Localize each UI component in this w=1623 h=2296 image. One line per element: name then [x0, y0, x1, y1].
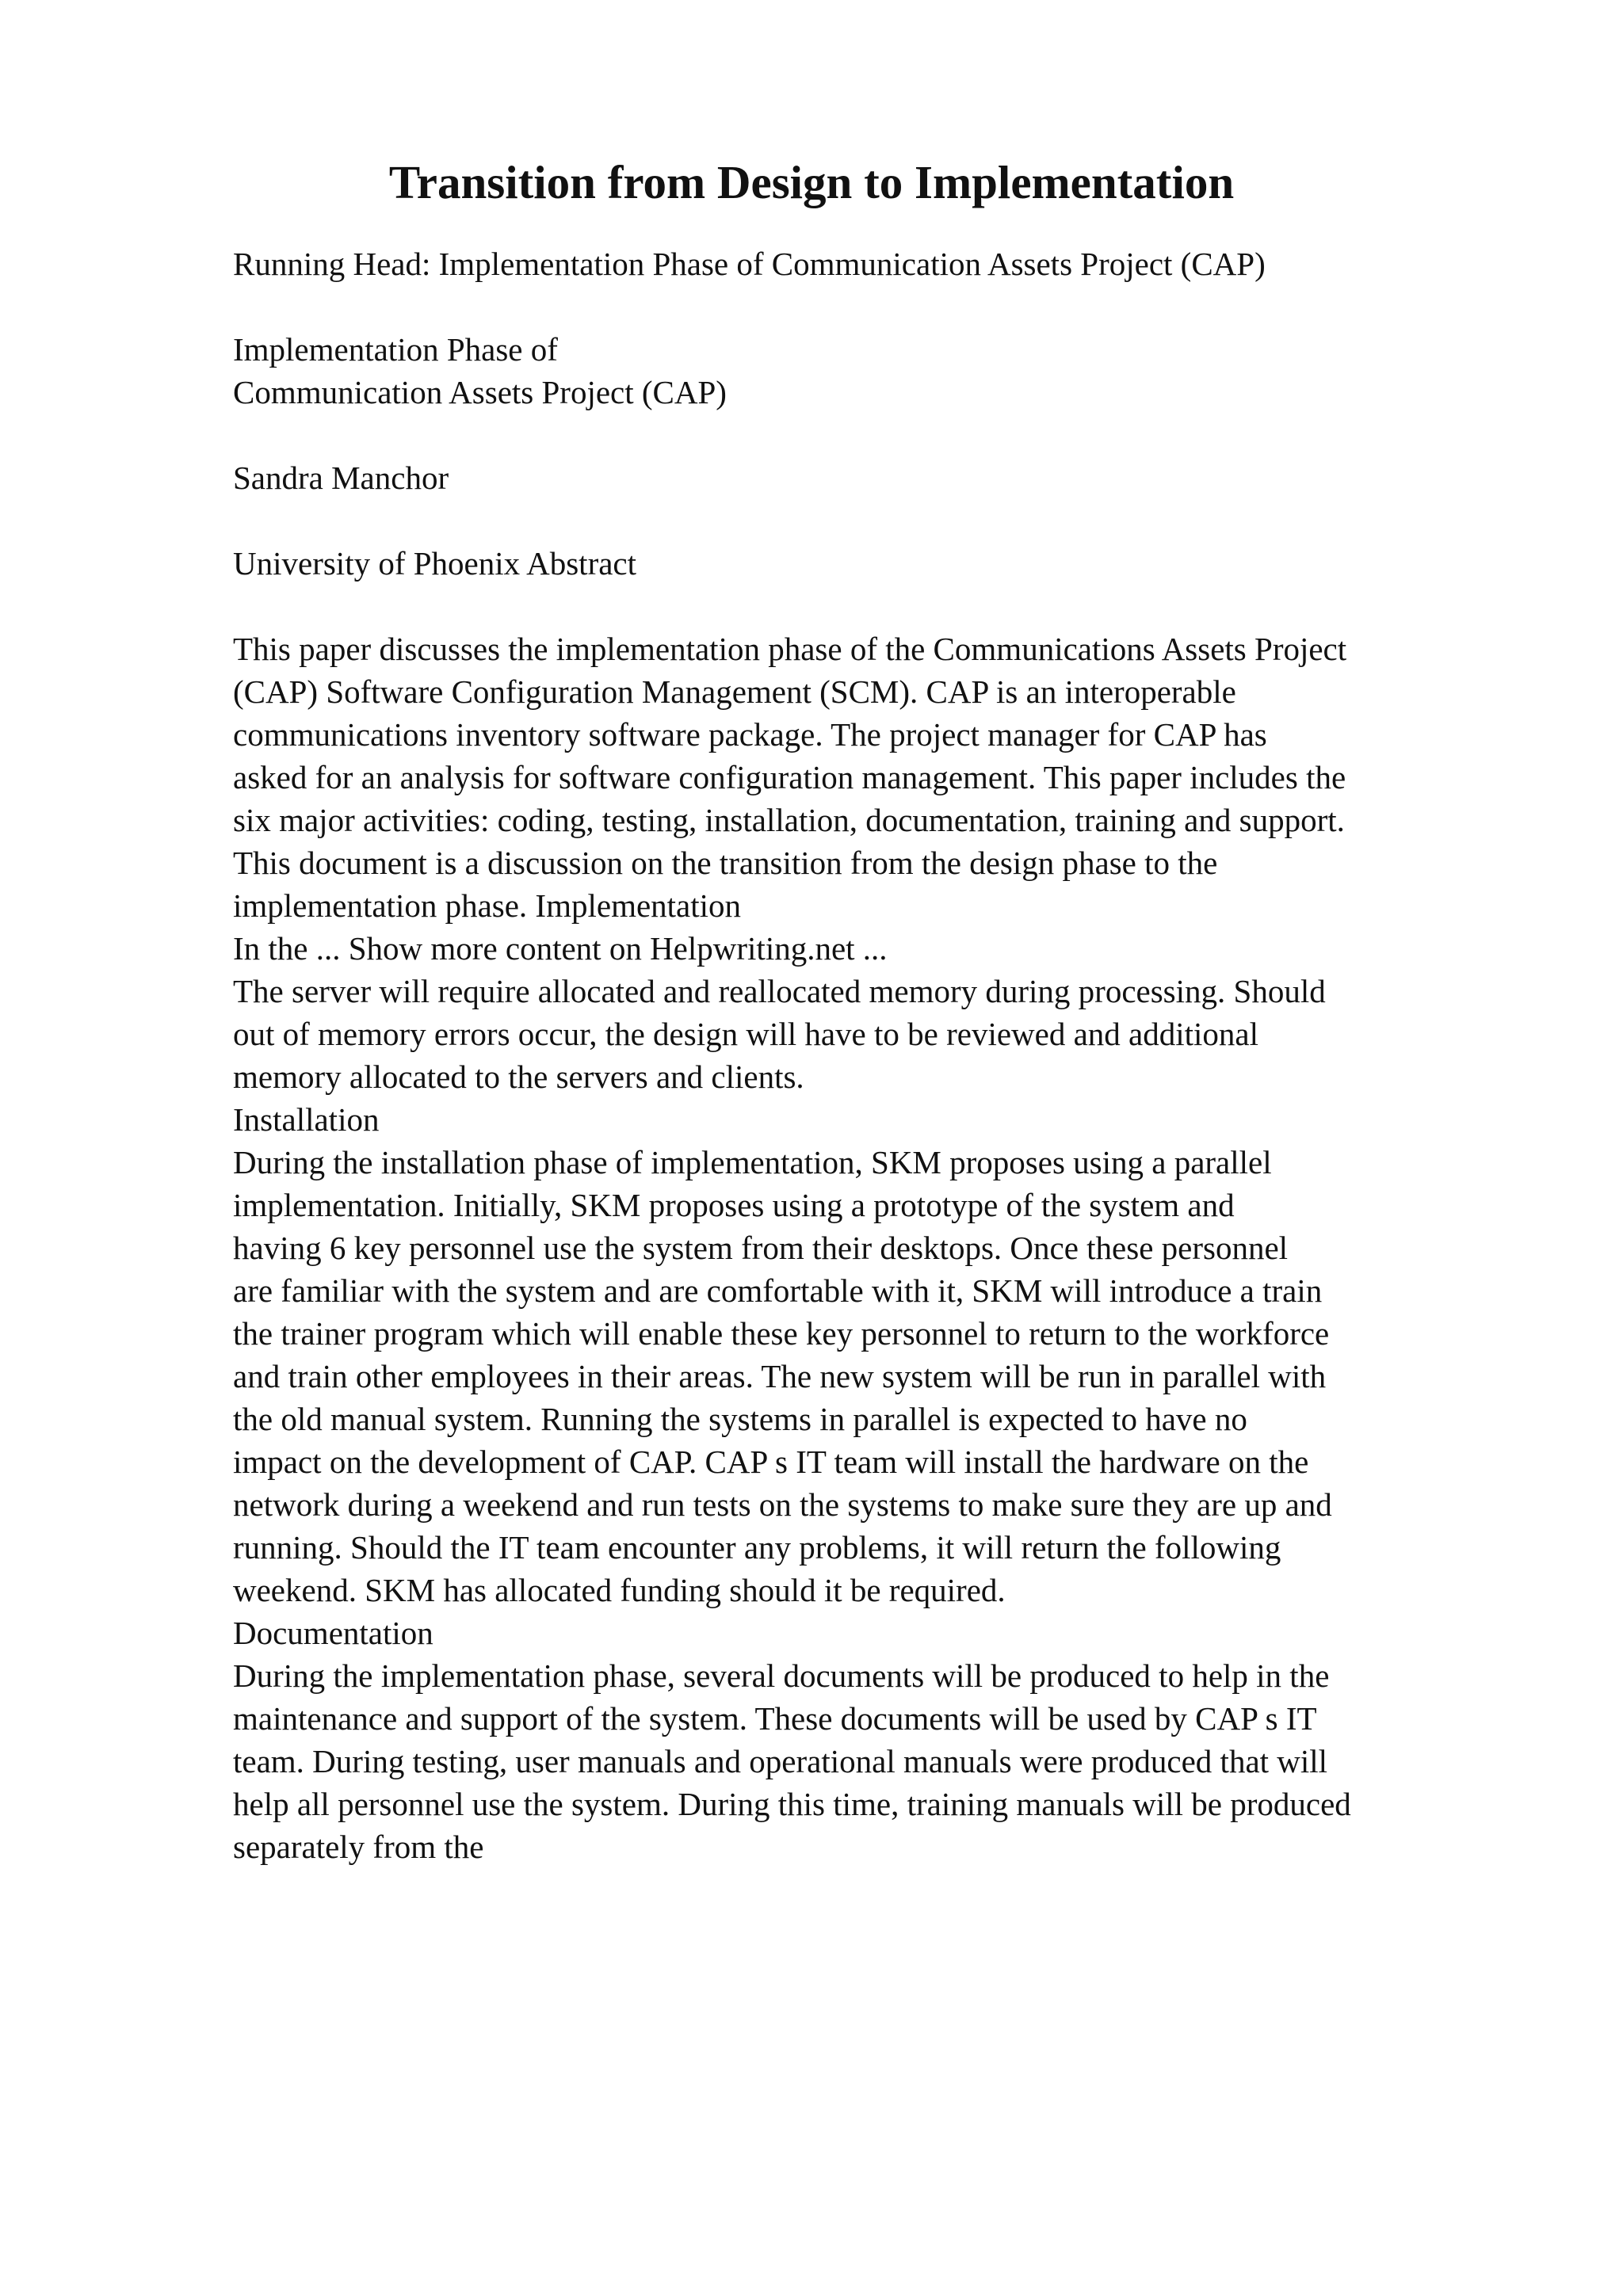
- text-line: memory allocated to the servers and clients.: [233, 1058, 804, 1095]
- text-line: Implementation Phase of: [233, 331, 558, 368]
- paragraph-gap: [233, 499, 1541, 542]
- text-line: out of memory errors occur, the design will have to be reviewed and additional: [233, 1016, 1259, 1052]
- paragraph-gap: [233, 285, 1541, 328]
- text-line: having 6 key personnel use the system from their desktops. Once these personnel: [233, 1230, 1289, 1266]
- text-line: asked for an analysis for software configuration management. This paper includes the: [233, 759, 1346, 795]
- text-line: The server will require allocated and reallocated memory during processing. Should: [233, 973, 1326, 1009]
- text-line: During the installation phase of implementation, SKM proposes using a parallel: [233, 1144, 1272, 1180]
- text-line: implementation. Initially, SKM proposes using a prototype of the system and: [233, 1187, 1235, 1223]
- text-line: team. During testing, user manuals and operational manuals were produced that will: [233, 1743, 1328, 1779]
- document-title: Transition from Design to Implementation: [388, 156, 1235, 208]
- text-line: maintenance and support of the system. These documents will be used by CAP s IT: [233, 1700, 1317, 1737]
- text-line: (CAP) Software Configuration Management (SCM). CAP is an interoperable: [233, 673, 1236, 710]
- text-line: Communication Assets Project (CAP): [233, 374, 727, 410]
- text-line: the old manual system. Running the systems in parallel is expected to have no: [233, 1401, 1247, 1437]
- text-line: are familiar with the system and are comfortable with it, SKM will introduce a train: [233, 1272, 1323, 1309]
- text-line: Running Head: Implementation Phase of Communication Assets Project (CAP): [233, 246, 1266, 282]
- text-line: University of Phoenix Abstract: [233, 545, 637, 582]
- text-line: During the implementation phase, several documents will be produced to help in the: [233, 1657, 1330, 1694]
- text-line: communications inventory software package. The project manager for CAP has: [233, 716, 1267, 753]
- document-body: [233, 242, 1541, 1868]
- paragraph-gap: [233, 585, 1541, 627]
- text-line: help all personnel use the system. During this time, training manuals will be produced: [233, 1786, 1351, 1822]
- text-line: Installation: [233, 1101, 380, 1138]
- text-line: Sandra Manchor: [233, 460, 449, 496]
- text-line: weekend. SKM has allocated funding should it be required.: [233, 1572, 1006, 1608]
- text-line: and train other employees in their areas. The new system will be run in parallel with: [233, 1358, 1327, 1394]
- text-line: network during a weekend and run tests on the systems to make sure they are up and: [233, 1486, 1332, 1523]
- text-line: separately from the: [233, 1829, 484, 1865]
- text-line: impact on the development of CAP. CAP s IT team will install the hardware on the: [233, 1444, 1309, 1480]
- text-line: implementation phase. Implementation: [233, 887, 742, 924]
- text-line: This paper discusses the implementation phase of the Communications Assets Project: [233, 631, 1347, 667]
- text-line: This document is a discussion on the transition from the design phase to the: [233, 845, 1218, 881]
- text-line: In the ... Show more content on Helpwriting.net ...: [233, 930, 888, 967]
- paragraph-gap: [233, 414, 1541, 456]
- text-line: running. Should the IT team encounter any problems, it will return the following: [233, 1529, 1281, 1566]
- text-line: six major activities: coding, testing, installation, documentation, training and support.: [233, 802, 1345, 838]
- text-line: Documentation: [233, 1615, 433, 1651]
- text-line: the trainer program which will enable these key personnel to return to the workforce: [233, 1315, 1330, 1352]
